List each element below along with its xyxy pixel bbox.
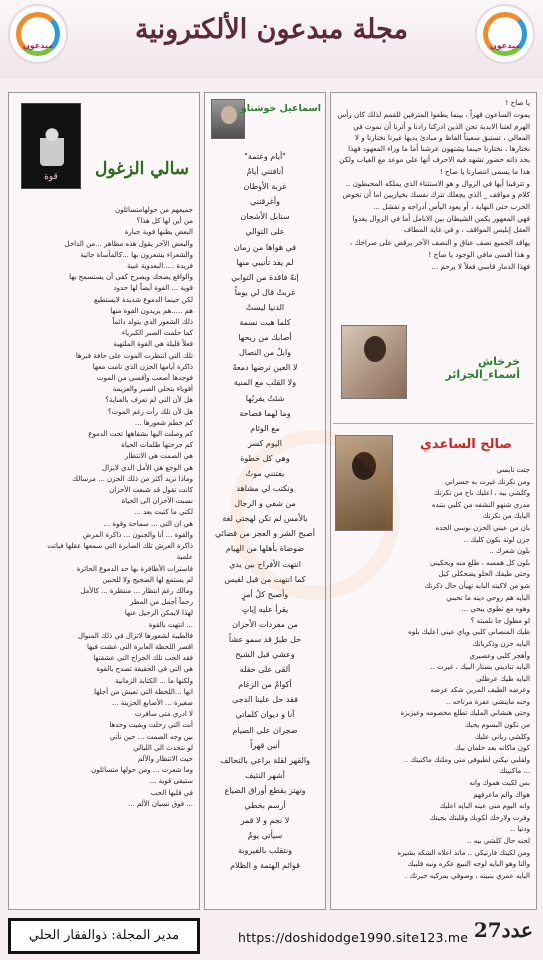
- director-credit: مدير المجلة: ذوالفقار الحلي: [8, 918, 200, 954]
- poem-line: فقد حل علينا الدجى: [232, 695, 298, 705]
- poem-line: على التوالي: [245, 227, 285, 237]
- poem-line: ظيك المنصاني كلبي وياي عيني اعليك بلوه: [408, 628, 530, 637]
- poem-line: أكوامٌ من الزغام: [238, 680, 292, 690]
- poem-line: مع الوئام: [250, 423, 280, 433]
- article-line: من أين لها كل هذا؟: [136, 217, 193, 226]
- article-line: والقوة ... أنا والجنون ... ذاكرة المرض: [82, 530, 193, 539]
- poem-line: ضوضاة بأهلها من الهيام: [225, 544, 305, 554]
- logo-text-left: مبدعون: [22, 41, 54, 50]
- book-cover-title: قوة: [44, 172, 58, 182]
- poem-line: أصبح الشر و العجز من قضائي: [215, 529, 315, 539]
- middle-poem: [209, 149, 321, 874]
- poem-line: ولا القلب مع المنية: [233, 378, 297, 388]
- author-photo-right-bottom: [335, 435, 393, 531]
- poem-line: شو من لاكيته البايه تهيأن حال ذكرتك: [424, 581, 530, 590]
- poem-line: كما انتهت من قبل لقيس: [224, 574, 306, 584]
- article-line: انها ...اللحظة التي تعيش من أجلها: [94, 687, 193, 696]
- poem-line: ونتقلب بالفيروبة: [238, 846, 292, 856]
- poem-line: وفرت ولارحك لكوبك وقلبتك بجيتك: [429, 813, 530, 822]
- article-line: ذاكرة العرش تلك الصابرة التي سمعها عقلها فباتت: [47, 542, 193, 551]
- article-line: كما حلمت الصبر الكبرياء: [121, 329, 193, 338]
- article-line: كم جرحتها ظلمات الحياة: [121, 441, 193, 450]
- article-line: ... انتهت بالقوة: [148, 620, 193, 629]
- article-line: فوجدها أصعب وأقسى من الموت: [97, 374, 193, 383]
- article-line: فالطيبة لشعورها لاتزال في ذلك المنوال: [77, 631, 193, 640]
- article-line: فقد الحب تلك الجراح التي عشقتها: [93, 654, 193, 663]
- poem-line: البايه هم روحي دينه ما تحبني: [446, 593, 530, 602]
- poem-line: البايه تناديني بسنار البيك ، غيرت ..: [430, 663, 530, 672]
- poem-line: أشهر النثيف: [245, 770, 285, 780]
- poem-line: الدنيا ليستْ: [245, 302, 285, 312]
- magazine-header: [0, 0, 543, 78]
- article-line: أنت التي رحلت وبقيت وحدها: [109, 721, 193, 730]
- poem-line: وانه اليوم مني عينه البايه اعليك: [439, 802, 530, 811]
- article-line: فاسترات الأظافرة بها حد الدموع الحائرة: [76, 564, 193, 573]
- article-line: صغيرة ... الأصابع الحزينة ...: [111, 698, 193, 707]
- logo-text-right: مبدعون: [489, 41, 521, 50]
- poem-line: وأهجر كلبي وعصيري: [469, 651, 530, 660]
- poem-line: أنافتني أيامٌ: [246, 167, 284, 177]
- issue-number: عدد27: [473, 918, 533, 942]
- article-line: أقوياء بتحلي الصبر والعزيمة: [112, 385, 193, 394]
- article-line: بين وجه الصمت ... حين نأتي: [109, 732, 193, 741]
- poem-line: كون ماكانه بعد حلمان بيك: [455, 744, 530, 753]
- poem-line: وعشي قبل الشبح: [235, 650, 295, 660]
- article-line: البعض يظنها قوية جبارة: [124, 228, 193, 237]
- poem-line: حل طيرٌ قد سمو عشاً: [228, 635, 302, 644]
- article-line: هم .....هم يريدون القوة منها: [110, 306, 193, 315]
- poem-line: البايك من نكرتك: [482, 512, 530, 521]
- article-line: هي ان التي ... سماحة وقوة ...: [103, 519, 193, 528]
- poem-line: ودنيا ..: [510, 825, 530, 834]
- article-line: اقصر اللحظة العابرة التي عشت فيها: [87, 642, 193, 651]
- poem-line: ضجران على الصيام: [232, 725, 298, 735]
- magazine-logo-right: [475, 4, 535, 64]
- poem-line: لو مطول جا نلمبته ؟: [470, 616, 530, 625]
- poem-line: ونكتب لي مشاهد: [236, 484, 294, 494]
- article-line: لو نتحدث الى الليالي: [133, 743, 193, 752]
- article-line: والشعراء يشعرون بها ...كالمأساة جاثية: [80, 250, 193, 259]
- poem-line: غربة الأوطان: [243, 182, 287, 192]
- article-line: ذلك الشعور الذي يتولد دائماً: [112, 318, 193, 327]
- author-photo-middle: [211, 99, 245, 139]
- article-line: فعلاً قليلة هي القوة الملتهبة: [113, 340, 193, 349]
- author-photo-right-top: [341, 325, 407, 399]
- article-line: رحماً أجمل من المطر: [130, 598, 193, 607]
- author-name-left: سالي الزغول: [95, 159, 189, 179]
- article-line: لم يستمع لها الضجيج ولا للحنين: [102, 575, 193, 584]
- book-cover-image: [21, 103, 81, 189]
- article-paragraph: يهاقد الجميع نصف عناق و النصف الآخر يرقص على صراخك ،: [349, 237, 530, 247]
- poem-line: سيأتي يومٌ: [247, 831, 283, 841]
- poem-line: وهي كل خطوة: [240, 453, 290, 463]
- article-paragraph: فهذا الدمار قاسي فعلاً لا يرحم ...: [431, 262, 530, 272]
- article-paragraph: فهي المعهور يكمن الشيطان بين الانامل أما في الزوال يغدوا العقل إبليس المواقف ، و في غاية المطاف: [352, 213, 530, 235]
- poem-line: وعرضه الطيف المرين شكد عرضه: [430, 686, 530, 695]
- magazine-logo-left: [8, 4, 68, 64]
- article-line: علمية: [176, 553, 193, 562]
- article-line: كم حطم شعورها ...: [134, 418, 193, 427]
- poem-line: ألقى على حقله: [239, 665, 291, 675]
- signature-right-top: خرخاش أسماء_الجزائر: [445, 355, 520, 381]
- article-line: والواقع يضحك ويصرخ كفى أن يستسمح بها: [69, 273, 193, 282]
- article-paragraph: يموت الساعون قهراً ، بينما يطفوا المترفين للقمم لذلك كان رأس الهرم لغتنا الابدية نحن الذين ادركنا رادنا و أثرنا أن نموت في المعالي ، تستبق سعيناً الفاظ و مبادئ يديها غيرنا نختارنا و لا نختارها ، نختارنا حينما يشتهون عرشنا أما ما وراء المعهود فهذا بحد ذاته حضور تشهد فيه الاحرف أنها علي موعد مع الغياب ولكن هذا ما يسمى انتصارنا يا صاح !: [337, 110, 530, 176]
- poem-line: مدري شنهو النشفه من كلبي بتنده: [431, 500, 530, 509]
- article-line: والبعض الآخر يقول هذه مظاهر ...من الداخل: [64, 239, 193, 248]
- poem-line: وكلشي بيه ، اعليك ناح من نكرتك: [433, 489, 530, 498]
- poem-line: ومن نكرتك غيرت به جسراني: [445, 477, 530, 486]
- article-line: في قلبها الحب: [150, 788, 193, 797]
- poem-line: حزن لوثة بكون كليك ..: [463, 535, 530, 544]
- article-line: ولكنها ما ... الكتابة الزمانية: [115, 676, 193, 685]
- poem-line: ولقلبي نيكني لطيوفي مني وملتك ماكنيتك ..: [403, 755, 530, 764]
- poem-line: سنابل الأشجان: [240, 212, 290, 222]
- article-line: تلك التي انتظرت الموت على حافة قبرها: [75, 351, 193, 360]
- article-line: ذاكرة أيامها الحزن الذي نامت معها: [92, 362, 193, 371]
- poem-line: البايه عمري بنبيته ، وصوفي بمركيه خيرتك .: [404, 871, 530, 880]
- poem-line: من مفردات الأحزان: [232, 619, 298, 629]
- article-line: فريدة .....البعدوية غبية: [126, 262, 193, 271]
- poem-line: لا العين ترضها دمعةً: [232, 363, 298, 373]
- article-line: لا ادري متى سافرت: [134, 710, 193, 719]
- article-line: هي التي في الحقيقة تصدح بالقوة: [96, 665, 193, 674]
- poem-line: وأصبح كلُ أمرٍ: [241, 589, 289, 599]
- woman-figure-icon: [40, 126, 64, 166]
- poem-line: والقهر لقلة براعي بالتحالف: [220, 755, 310, 765]
- poem-line: "أيام وعتمة": [244, 152, 286, 161]
- poem-line: بان من عيني الحزن نوسى الحده: [435, 523, 530, 532]
- poem-line: وحتى هنشاني المليك تطلع مخصومه وعيزيزة: [400, 709, 530, 718]
- website-link[interactable]: https://doshidodge1990.site123.me: [238, 930, 469, 945]
- article-line: هل لأن تلك رأت رغم الموت؟: [107, 407, 193, 416]
- poem-line: وكلشي رباني عليك: [474, 732, 530, 741]
- article-line: لهذا لايمكن الرحيل عنها: [124, 609, 193, 618]
- poem-line: لم يفد تأنيبي منها: [236, 257, 294, 267]
- poem-line: غربتْ قال لي يوماً: [234, 287, 296, 297]
- poem-line: بلون شعرك ..: [489, 547, 530, 556]
- poem-line: وأغرقتني: [249, 197, 280, 207]
- poem-line: أرسم بخطي: [244, 801, 286, 811]
- column-right: [330, 92, 537, 910]
- article-line: لكن حينما الدموع شديدة لايستطيع: [94, 295, 193, 304]
- poem-line: بس لكيت هموك وانه: [469, 779, 530, 788]
- article-paragraph: يا صاح !: [505, 98, 530, 107]
- poem-line: هواك والم ماعرفهم: [473, 790, 530, 799]
- poem-line: قوائم الهتمة و الظلام: [230, 861, 300, 871]
- poem-line: من شفي و الرجال: [234, 499, 296, 509]
- poem-line: من نكون البسوم يحبك: [464, 721, 530, 730]
- article-line: كانت تقول قد شبعت الأحزان: [109, 486, 193, 495]
- poem-line: وهوه مع تطوي يبجي ...: [461, 605, 530, 614]
- article-line: ... فوق نسيان الألم ...: [128, 799, 193, 808]
- poem-line: ومن لكيتك فارتيكي .. ماتذ اعلاه الشكه بشيره: [397, 848, 530, 857]
- article-paragraph: و هذا أقسى مافي الوجود يا صاح !: [428, 249, 530, 259]
- poem-line: لا نجم و لا قمر: [240, 816, 290, 826]
- author-name-middle: اسماعيل خوشناو: [240, 103, 321, 114]
- article-line: نسبت الأحزان الى الحياة: [121, 497, 193, 506]
- poem-line: لحنه حال كلشي بيه ..: [467, 837, 530, 845]
- article-line: جميعهم من حولهامتسائلون: [115, 206, 193, 214]
- poem-line: اليوم كسر: [247, 438, 283, 448]
- poem-line: ... ماكنيتك: [499, 767, 530, 776]
- poem-line: أصابك من ريحها: [238, 333, 292, 343]
- right-poem: [397, 465, 530, 882]
- article-line: ستبقى قوية ...: [149, 777, 193, 786]
- poem-line: شئتُ يقربُها: [245, 393, 285, 403]
- poem-line: أنا و ديوان كلماتي: [235, 710, 295, 720]
- poem-line: يقرأ عليه إياتٍ: [241, 604, 289, 614]
- article-line: وماذا تريد أكثر من ذلك الحزن ... مرسالك: [72, 474, 193, 483]
- article-line: قوية ... القوة أيضاً لها حدود: [113, 284, 193, 293]
- poem-line: البايه حزن وذكرياتك: [472, 639, 530, 648]
- magazine-title: مجلة مبدعون الألكترونية: [134, 14, 409, 45]
- article-paragraph: و تترقبنا أيها في الزوال و هو الاستثناء الذي يملكه المحبطون .. كلام و مواقف _ الذي يجعلك تترك نفسك بخياريين اما أن تخوض الحرب حتى النهاية ، أو يعود اليأس أدراجه و تفشل ...: [342, 179, 530, 211]
- poem-line: إنهّ فاقدة من التوابي: [231, 272, 299, 282]
- poem-line: وتهتز بقطع أوراق الضياع: [224, 785, 306, 795]
- poem-line: بلون كل همسه ، طلع منه ويحكيني: [429, 558, 530, 567]
- column-middle: [204, 92, 326, 910]
- poem-line: جنت نابسي: [496, 466, 530, 474]
- magazine-footer: [0, 912, 543, 960]
- poem-line: البايه ظيك عرظلي: [476, 674, 530, 683]
- article-line: هي الصمت هي الانتظار: [124, 452, 193, 461]
- poem-line: بالأمس لم تكن لهجتي لغة: [222, 514, 308, 524]
- poem-line: انتهت الأفراح بين يدي: [229, 559, 301, 569]
- poem-line: أنين قهراً: [250, 740, 280, 750]
- poem-line: وما لهما فصاحة: [239, 408, 291, 418]
- article-line: حيث الانتظار والألم: [137, 754, 193, 763]
- poem-line: وحتى طيفك الحلو يضحكلي كيل: [438, 570, 530, 579]
- article-line: وما شعرت ... ومن حولها متسائلون: [91, 766, 193, 775]
- poem-line: وحنه ماينشي عفرة مرتاحه ..: [446, 697, 530, 706]
- poem-line: في هواها من زمان: [233, 242, 297, 252]
- left-article-text: [15, 205, 193, 810]
- poem-line: كلما هبت نسمة: [239, 318, 291, 328]
- article-line: ومالك رغم انتظار ... منتظرة ... كالأمل: [80, 586, 193, 595]
- article-line: لكني ما كتبت بعد ...: [134, 508, 193, 517]
- author-name-right-bottom: صالح الساعدي: [420, 437, 512, 452]
- article-line: هي الوجع هي الأمل الذي لايزال: [102, 463, 193, 472]
- poem-line: وابلٌ من النصال: [238, 348, 292, 358]
- column-left: [8, 92, 200, 910]
- article-line: كم وصلت اليها بشفاهها تحت الدموع: [88, 430, 193, 439]
- right-article-text: [337, 97, 530, 273]
- poem-line: يفتنني موتٌ: [245, 468, 285, 478]
- article-line: هل لأن التي لم تعرف بالعناية؟: [105, 396, 193, 405]
- column-divider: [333, 423, 534, 424]
- poem-line: والنا وهو البايه لوجه النبيع عكره ونيه فلبيك: [407, 860, 530, 869]
